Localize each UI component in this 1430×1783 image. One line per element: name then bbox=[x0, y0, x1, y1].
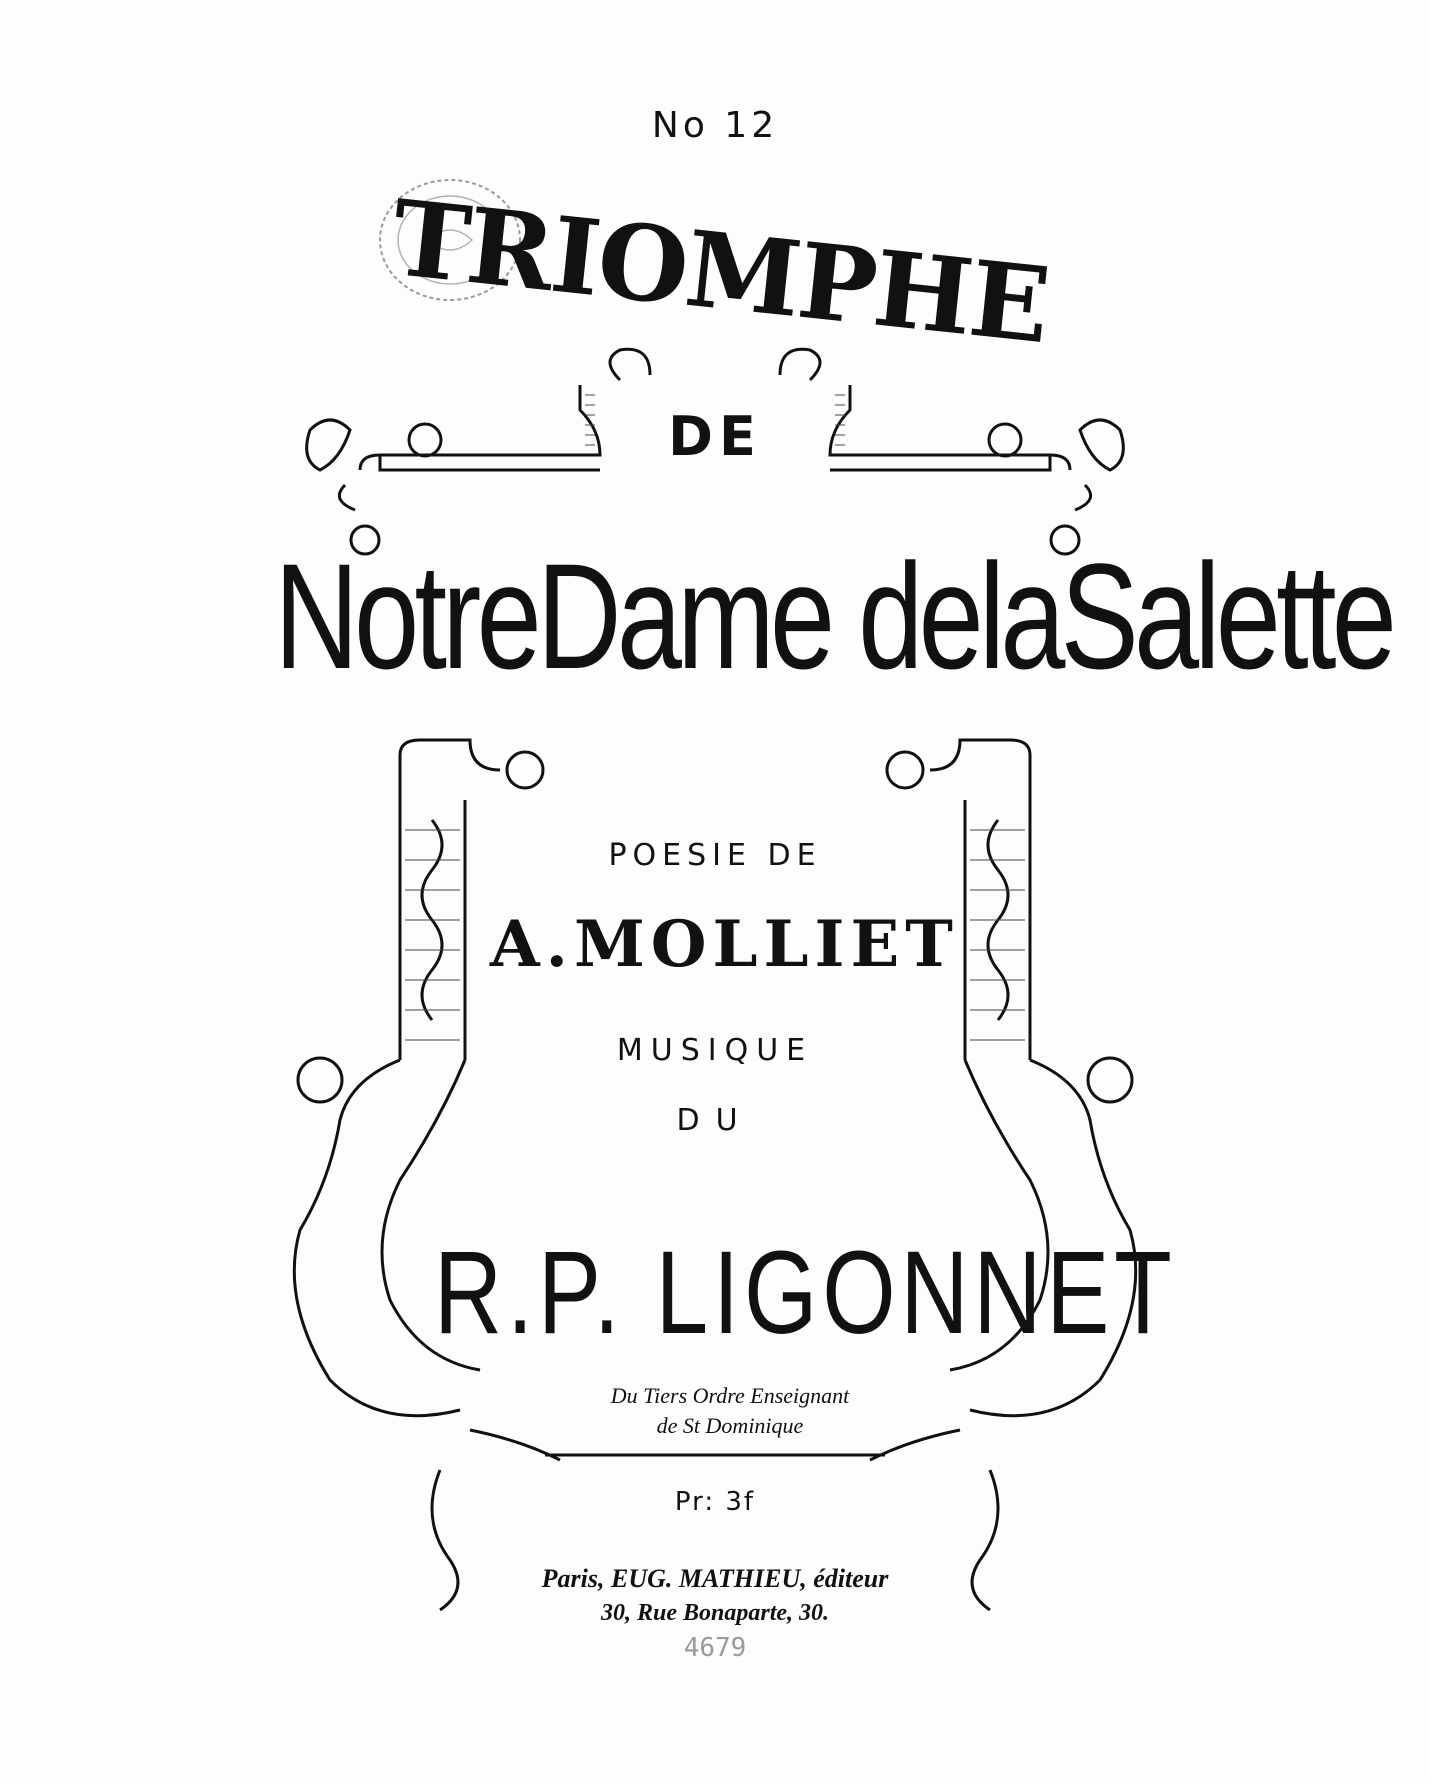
order-line-1: Du Tiers Ordre Enseignant bbox=[610, 1383, 850, 1408]
frame-scroll-upper-right bbox=[989, 424, 1021, 456]
frame-inner-top-left bbox=[400, 740, 500, 810]
order-line-2: de St Dominique bbox=[656, 1413, 804, 1438]
frame-leaf-left bbox=[307, 420, 350, 470]
title-line-2: DE bbox=[668, 405, 762, 468]
frame-leaf-right bbox=[1080, 420, 1123, 470]
frame-upper-right-band bbox=[830, 385, 1070, 470]
publisher-address: 30, Rue Bonaparte, 30. bbox=[600, 1600, 830, 1626]
author-name: A.MOLLIET bbox=[490, 907, 959, 982]
frame-scroll-upper-left bbox=[409, 424, 441, 456]
plate-number: 4679 bbox=[683, 1633, 747, 1663]
music-label: MUSIQUE bbox=[616, 1033, 814, 1068]
title-line-1: TRIOMPHE bbox=[386, 175, 1054, 368]
poetry-label: POESIE DE bbox=[608, 838, 822, 873]
price: Pr: 3f bbox=[674, 1487, 756, 1517]
title-line-3: NotreDame delaSalette bbox=[274, 532, 1393, 700]
du-label: DU bbox=[676, 1103, 754, 1138]
frame-inner-top-right bbox=[930, 740, 1030, 810]
cover-number: No 12 bbox=[651, 105, 779, 146]
composer-name: R.P. LIGONNET bbox=[434, 1227, 1177, 1359]
frame-upper-left-band bbox=[360, 385, 600, 470]
publisher: Paris, EUG. MATHIEU, éditeur bbox=[541, 1564, 889, 1593]
